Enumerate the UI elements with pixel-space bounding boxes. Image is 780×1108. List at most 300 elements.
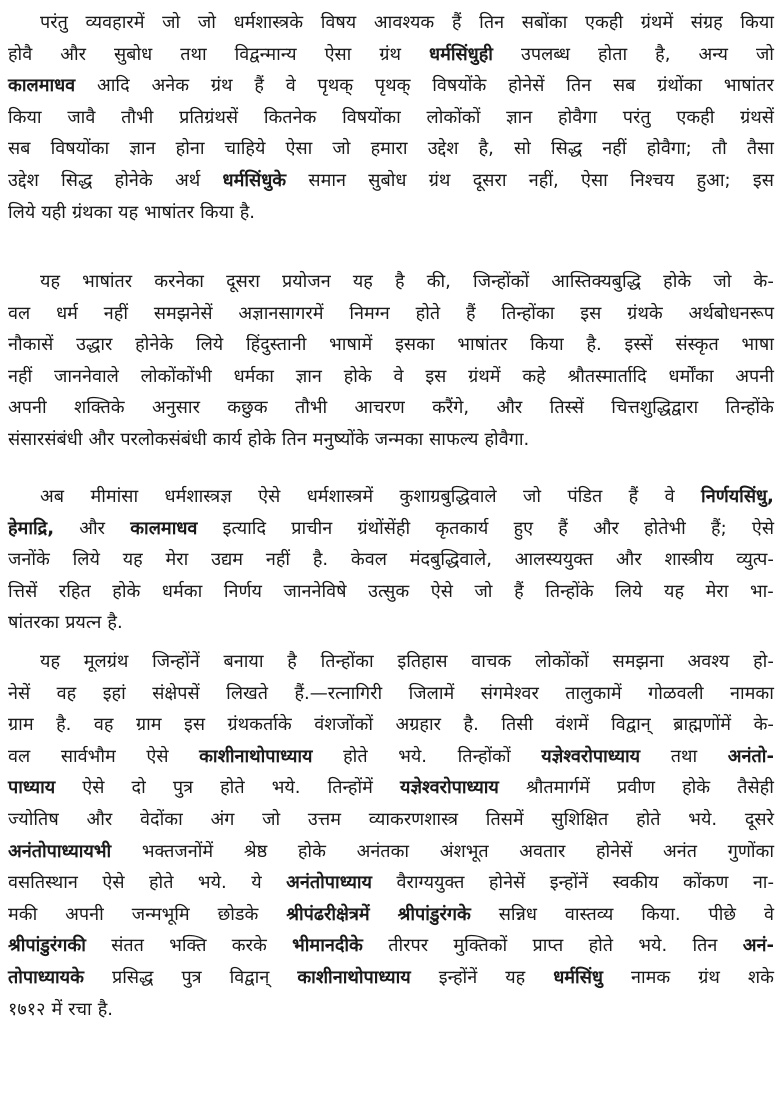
word: जिन्होंकों — [473, 271, 530, 292]
word: धर्म — [56, 302, 78, 324]
word: ग्रंथोंसेंही — [357, 517, 411, 539]
word: सिद्ध — [550, 138, 583, 160]
word: नहीं — [602, 138, 627, 160]
word: है. — [586, 334, 602, 356]
word: कुशाग्रबुद्धिवाले — [399, 486, 497, 507]
word: ब्राह्मणोंमें — [673, 714, 732, 736]
word: ग्राम — [8, 714, 34, 736]
word: एकही — [585, 12, 624, 33]
word: रचा — [68, 998, 92, 1020]
word: जो — [523, 486, 542, 507]
word: सुबोध — [114, 43, 153, 65]
word: अब — [40, 486, 65, 507]
word: ऐसे — [82, 777, 105, 799]
word: तैसेही — [737, 777, 774, 799]
word: के- — [753, 271, 774, 292]
word: अज्ञानसागरमें — [238, 302, 324, 324]
word: भक्ति — [169, 935, 207, 957]
word: है. — [463, 714, 479, 736]
word: यह — [40, 651, 60, 672]
word: होते — [588, 935, 614, 957]
word: जिन्होंनें — [152, 651, 200, 672]
word: ना- — [752, 872, 774, 894]
word: उत्तम — [307, 809, 341, 830]
word: संक्षेपसें — [152, 682, 200, 704]
word: होनेके — [114, 170, 153, 191]
word: दूसरे — [744, 809, 774, 830]
word: तिसी — [501, 714, 534, 736]
word: नहीं — [103, 302, 128, 324]
text-line — [8, 71, 774, 101]
word: और — [496, 397, 523, 419]
word: लिखते — [226, 682, 269, 704]
word: ऐसा — [581, 170, 608, 191]
word: स्वकीय — [612, 872, 659, 894]
word: अर्थ — [174, 170, 201, 191]
word: ग्रंथमें — [468, 365, 501, 387]
bold-term: काशीनाथोपाध्याय — [297, 967, 411, 988]
word: जाननेविषे — [283, 580, 347, 602]
word: जो — [713, 271, 732, 292]
word: तिन्होंका — [320, 651, 374, 672]
word: हो- — [753, 651, 774, 672]
word: जो — [197, 12, 216, 33]
word: यह — [118, 201, 139, 223]
word: हुए — [513, 517, 534, 539]
word: जो — [755, 43, 774, 65]
word: तिन्होंमें — [327, 777, 373, 799]
word: नहीं — [265, 549, 291, 571]
word: उद्देश — [8, 170, 39, 191]
word: भाषा — [741, 334, 774, 356]
word: ज्ञान — [295, 365, 322, 387]
word: ग्रंथका — [71, 201, 113, 223]
word: इन्होंनें — [549, 872, 589, 894]
word: हिंदुस्तानी — [246, 334, 307, 356]
word: हुआ; — [696, 170, 731, 191]
word: वैराग्ययुक्त — [396, 872, 465, 894]
word: होते — [148, 872, 174, 894]
text-line — [40, 8, 774, 38]
word: अनंतका — [356, 840, 410, 862]
word: तथा — [180, 43, 207, 65]
word: प्राचीन — [291, 517, 333, 539]
word: अंशभूत — [439, 840, 489, 862]
word: प्रयत्न — [65, 612, 102, 634]
word: भाषांतर — [144, 201, 195, 223]
text-line — [8, 995, 774, 1025]
word: करके — [231, 935, 267, 957]
word: जो — [162, 12, 181, 33]
word: रहित — [58, 580, 91, 602]
word: व्युत्प- — [736, 549, 774, 571]
word: लिये — [195, 334, 224, 356]
word: विद्वान् — [229, 967, 270, 988]
bold-term: निर्णयसिंधु, — [701, 486, 774, 507]
word: तैसा — [746, 138, 774, 160]
word: तिन — [566, 75, 592, 97]
text-line — [8, 773, 774, 803]
word: अनुसार — [152, 397, 200, 419]
word: ग्रंथमें — [640, 12, 674, 33]
word: है, — [655, 43, 671, 65]
word: जो — [332, 138, 351, 160]
word: व्याकरणशास्त्र — [368, 809, 459, 830]
word: सन्निध — [498, 903, 537, 925]
word: शास्त्रीय — [664, 549, 714, 571]
word: करनेका — [154, 271, 204, 292]
word: होते — [343, 745, 368, 767]
word: धर्मका — [161, 580, 203, 602]
word: कोंकण — [683, 872, 729, 894]
word: और — [60, 43, 87, 65]
word: केवल — [350, 549, 387, 571]
word: इतिहास — [397, 651, 448, 672]
word: शके — [747, 967, 774, 988]
word: प्रसिद्ध — [111, 967, 154, 988]
bold-term: धर्मसिंधुही — [429, 43, 493, 65]
word: तौभी — [294, 397, 328, 419]
word: होवैगा; — [646, 138, 692, 160]
word: के- — [753, 714, 774, 736]
word: गोळवली — [648, 682, 704, 704]
word: गुणोंका — [727, 840, 774, 862]
word: एकही — [676, 106, 715, 128]
word: किया. — [641, 903, 681, 925]
word: होतेभी — [644, 517, 686, 539]
word: दूसरा — [226, 271, 260, 292]
word: नहीं — [8, 365, 33, 387]
word: तिन्होंकों — [457, 745, 511, 767]
word: सार्वभौम — [60, 745, 116, 767]
word: भाषांतर — [723, 75, 774, 97]
word: धर्मशास्त्रज्ञ — [164, 486, 232, 507]
word: आदि — [97, 75, 130, 97]
word: विषय — [320, 12, 357, 33]
word: हैं; — [711, 517, 727, 539]
word: होते — [636, 809, 661, 830]
word: में — [51, 998, 63, 1020]
word: कहे — [522, 365, 546, 387]
word: तिन — [479, 12, 505, 33]
word: धर्मका — [233, 365, 274, 387]
word: पीछे — [708, 903, 737, 925]
word: होना — [175, 138, 205, 160]
word: ज्ञान — [506, 106, 533, 128]
word: इत्यादि — [222, 517, 267, 539]
word: सो — [514, 138, 531, 160]
word: परंतु — [40, 12, 68, 33]
word: प्राप्त — [532, 935, 564, 957]
word: उद्देश — [427, 138, 459, 160]
text-line — [8, 40, 774, 70]
text-line — [8, 425, 774, 455]
word: ग्रंथके — [627, 302, 663, 324]
word: संगमेश्वर — [480, 682, 539, 704]
text-line — [8, 103, 774, 133]
bold-term: श्रीपांडुरंगकी — [8, 935, 86, 957]
word: धर्मशास्त्रमें — [306, 486, 374, 507]
word: सब — [613, 75, 636, 97]
word: अवतार — [519, 840, 566, 862]
word: इस — [425, 365, 447, 387]
word: होके — [247, 429, 276, 450]
word: अंग — [210, 809, 235, 830]
word: कृतकार्य — [435, 517, 489, 539]
word: भाषांतर — [457, 334, 508, 356]
word: चाहिये — [224, 138, 266, 160]
word: तौ — [711, 138, 727, 160]
text-line — [8, 134, 774, 164]
word: नौकासें — [8, 334, 54, 356]
word: कितनेक — [263, 106, 317, 128]
word: व्यवहारमें — [85, 12, 145, 33]
word: होके — [663, 271, 692, 292]
word: दूसरा — [472, 170, 507, 191]
word: अग्रहार — [395, 714, 442, 736]
text-line — [8, 514, 774, 544]
text-line — [8, 198, 774, 228]
word: उत्सुक — [368, 580, 410, 602]
word: यही — [41, 201, 66, 223]
word: वे — [285, 75, 296, 97]
bold-term: यज्ञेश्वरोपाध्याय — [400, 777, 499, 799]
word: अपनी — [8, 397, 47, 419]
word: होनेसें — [488, 872, 526, 894]
word: लोकोंकों — [426, 106, 481, 128]
word: है. — [56, 714, 72, 736]
word: अन्य — [698, 43, 728, 65]
word: करैंगे, — [432, 397, 470, 419]
word: भये. — [197, 872, 227, 894]
bold-term: तोपाध्यायके — [8, 967, 84, 988]
word: वेदोंका — [140, 809, 183, 830]
word: वंशजोंकों — [314, 714, 374, 736]
text-line — [8, 299, 774, 329]
word: होके — [343, 365, 372, 387]
word: लिये — [615, 580, 643, 602]
word: अनंत — [663, 840, 698, 862]
word: संसारसंबंधी — [8, 429, 83, 450]
word: ज्ञान — [129, 138, 156, 160]
word: जो — [474, 580, 493, 602]
word: वल — [8, 745, 31, 767]
word: विद्वान् — [611, 714, 651, 736]
word: मेरा — [165, 549, 189, 571]
word: होके — [297, 840, 326, 862]
word: विषयोंका — [50, 138, 110, 160]
word: अनेक — [151, 75, 190, 97]
word: तीरपर — [388, 935, 429, 957]
word: है. — [312, 549, 329, 571]
word: यह — [664, 580, 685, 602]
word: त्तिसें — [8, 580, 38, 602]
word: इस — [184, 714, 206, 736]
word: भये. — [688, 809, 718, 830]
word: भाषांतर — [82, 271, 133, 292]
word: इन्होंनें — [438, 967, 478, 988]
word: वे — [664, 486, 675, 507]
word: इस — [580, 302, 602, 324]
word: और — [79, 517, 106, 539]
word: होवैगा — [558, 106, 598, 128]
word: आवश्यक — [373, 12, 435, 33]
word: उपलब्ध — [520, 43, 570, 65]
word: अपनी — [65, 903, 104, 925]
word: वाचक — [471, 651, 512, 672]
word: ऐसे — [430, 580, 453, 602]
word: मुक्तिकों — [453, 935, 508, 957]
word: है. — [97, 998, 113, 1020]
word: होनेसें — [595, 840, 633, 862]
word: समझनेसें — [153, 302, 213, 324]
word: ऐसा — [324, 43, 352, 65]
word: तिन्होंके — [725, 397, 774, 419]
word: सबोंका — [521, 12, 568, 33]
word: षांतरका — [8, 612, 60, 634]
text-line — [8, 931, 774, 961]
word: होता — [598, 43, 628, 65]
word: तिन्होंके — [545, 580, 594, 602]
word: हैं — [466, 302, 476, 324]
word: ग्राम — [135, 714, 162, 736]
word: मनुष्योंके — [312, 429, 369, 450]
word: चित्तशुद्धिद्वारा — [611, 397, 699, 419]
text-line — [8, 900, 774, 930]
word: मंदबुद्धिवाले, — [409, 549, 492, 571]
word: सब — [8, 138, 31, 160]
word: मीमांसा — [90, 486, 139, 507]
bold-term: कालमाधव — [8, 75, 76, 97]
text-line — [8, 330, 774, 360]
word: आस्तिक्यबुद्धि — [551, 271, 642, 292]
word: साफल्य — [429, 429, 479, 450]
word: होके — [112, 580, 141, 602]
word: अवश्य — [687, 651, 730, 672]
word: उद्धार — [76, 334, 113, 356]
word: प्रयोजन — [282, 271, 331, 292]
word: और — [615, 549, 642, 571]
word: जन्मभूमि — [131, 903, 190, 925]
word: हैं — [451, 12, 462, 33]
word: ग्रंथोंका — [657, 75, 703, 97]
word: धर्मोंका — [668, 365, 714, 387]
word: भाषामें — [329, 334, 373, 356]
bold-term: अनंतोपाध्यायभी — [8, 840, 112, 862]
word: पृथक् — [317, 75, 354, 97]
word: इसका — [395, 334, 435, 356]
text-line — [40, 482, 774, 512]
word: समान — [308, 170, 346, 191]
text-line — [8, 679, 774, 709]
word: अपनी — [735, 365, 774, 387]
text-line — [8, 545, 774, 575]
word: यह — [505, 967, 526, 988]
word: प्रवीण — [617, 777, 655, 799]
word: परलोकसंबंधी — [120, 429, 207, 450]
text-line — [8, 805, 774, 835]
word: और — [593, 517, 619, 539]
text-line — [8, 837, 774, 867]
word: नहीं, — [528, 170, 559, 191]
bold-term: काशीनाथोपाध्याय — [199, 745, 313, 767]
word: मेरा — [705, 580, 729, 602]
word: छोडके — [217, 903, 259, 925]
word: वल — [8, 302, 31, 324]
word: हमारा — [370, 138, 408, 160]
word: और — [86, 809, 113, 830]
word: तिन — [692, 935, 718, 957]
word: बनाया — [223, 651, 264, 672]
word: होके — [682, 777, 711, 799]
word: सुशिक्षित — [551, 809, 609, 830]
word: तालुकामें — [565, 682, 622, 704]
word: भये. — [638, 935, 668, 957]
word: जिलामें — [408, 682, 455, 704]
word: जो — [262, 809, 281, 830]
word: होवै — [8, 43, 33, 65]
text-line — [40, 267, 774, 297]
word: निर्णय — [223, 580, 262, 602]
word: सिद्ध — [61, 170, 93, 191]
word: जाननेवाले — [54, 365, 119, 387]
word: परंतु — [622, 106, 651, 128]
bold-term: पाध्याय — [8, 777, 56, 799]
word: हैं.—रत्नागिरी — [294, 682, 383, 704]
word: शक्तिके — [74, 397, 125, 419]
word: है. — [239, 201, 256, 223]
word: तथा — [670, 745, 698, 767]
word: श्रौतमार्गमें — [525, 777, 590, 799]
word: होनेसें — [508, 75, 545, 97]
word: वास्तव्य — [564, 903, 614, 925]
word: वे — [393, 365, 404, 387]
word: ग्रंथसें — [740, 106, 774, 128]
word: विषयोंके — [432, 75, 487, 97]
word: ज्योतिष — [8, 809, 59, 830]
bold-term: हेमाद्रि, — [8, 517, 55, 539]
word: होते — [415, 302, 441, 324]
word: श्रौतस्मार्तादि — [567, 365, 647, 387]
word: मकी — [8, 903, 38, 925]
word: ऐसे — [751, 517, 774, 539]
word: किया — [530, 334, 564, 356]
word: लोकोंकोंभी — [140, 365, 212, 387]
word: मूलग्रंथ — [83, 651, 129, 672]
word: इहां — [102, 682, 126, 704]
word: पंडित — [567, 486, 603, 507]
word: वे — [763, 903, 774, 925]
text-line — [40, 647, 774, 677]
word: आलस्ययुक्त — [514, 549, 594, 571]
bold-term: अनंतो- — [727, 745, 774, 767]
word: लिये — [72, 549, 100, 571]
word: ऐसे — [146, 745, 169, 767]
word: वंशमें — [555, 714, 589, 736]
bold-term: श्रीपंढरीक्षेत्रमें — [286, 903, 370, 925]
word: किया — [8, 106, 42, 128]
word: तिस्सें — [549, 397, 584, 419]
word: पुत्र — [181, 967, 202, 988]
bold-term: कालमाधव — [130, 517, 198, 539]
text-line — [8, 608, 774, 638]
word: ग्रंथ — [698, 967, 720, 988]
word: हैं — [254, 75, 264, 97]
word: नेसें — [8, 682, 31, 704]
word: भये. — [271, 777, 301, 799]
word: है, — [478, 138, 494, 160]
word: हैं — [558, 517, 568, 539]
